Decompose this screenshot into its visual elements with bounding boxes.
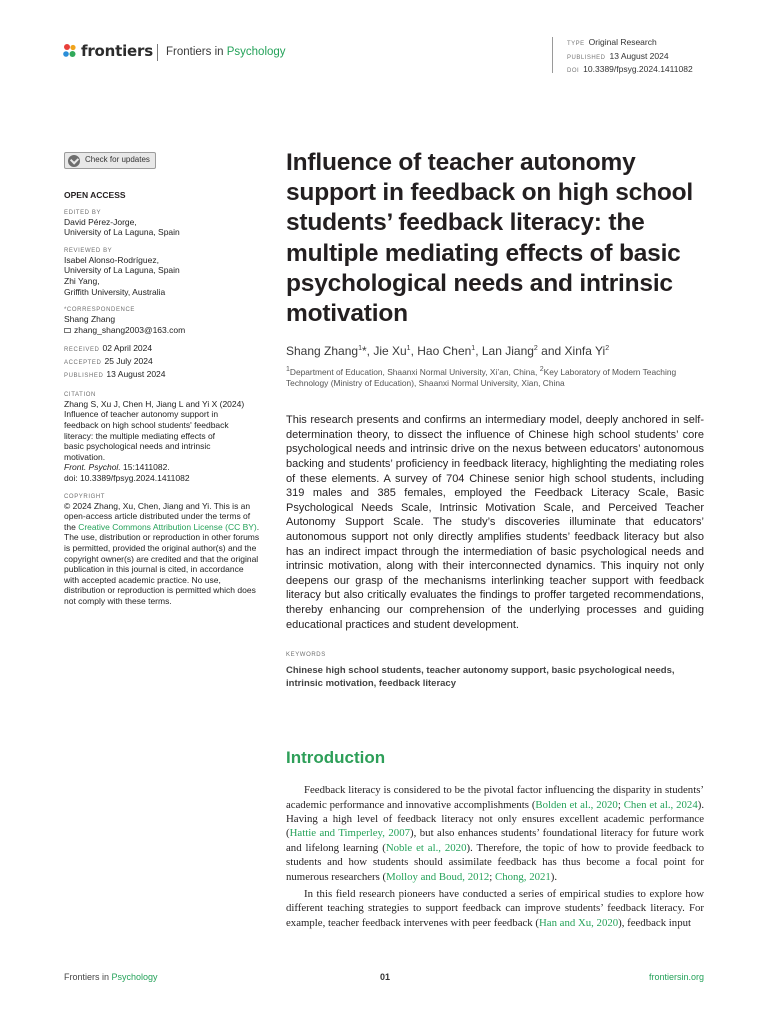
introduction-paragraph-2: In this field research pioneers have conducted a series of empirical studies to explore how different teaching strategies to support feedback can improve students’ feedback literacy. For example, teacher feedback intervenes with peer feedback (Han and Xu, 2020), feedback input — [286, 887, 704, 929]
correspondence-info — [64, 314, 260, 335]
footer-site-link[interactable]: frontiersin.org — [648, 972, 704, 982]
frontiers-logo[interactable] — [62, 42, 153, 60]
author-name[interactable]: Xinfa Yi — [564, 344, 606, 359]
reference-link[interactable]: Chen et al., 2024 — [623, 798, 698, 811]
article-dates — [64, 343, 260, 381]
reference-link[interactable]: Hattie and Timperley, 2007 — [289, 827, 410, 840]
page-header — [62, 37, 712, 76]
author-affiliation-marker: 2 — [533, 345, 538, 353]
citation-label: CITATION — [64, 391, 96, 398]
journal-prefix: Frontiers in — [166, 46, 224, 58]
introduction-paragraph-1: Feedback literacy is considered to be the pivotal factor influencing the disparity in students’ academic performance and innovative accomplishments (Bolden et al., 2020; Chen et al., 2024). Having a high level of feedback literacy not only ensures excellent academic performance (Hattie and Timperley, 2007), but also enhances students’ foundational literacy for future work and lifelong learning (Noble et al., 2020). Therefore, the topic of how to provide feedback to students and how students should assimilate feedback has thus become a focal point for numerous researchers (Molloy and Boud, 2012; Chong, 2021). — [286, 784, 705, 883]
date-received: RECEIVED 02 April 2024 — [64, 343, 153, 354]
edited-by-label: EDITED BY — [64, 209, 102, 216]
author-name[interactable]: Lan Jiang — [481, 344, 534, 359]
reference-link[interactable]: Bolden et al., 2020 — [535, 798, 618, 811]
citation-text: Zhang S, Xu J, Chen H, Jiang L and Yi X (2024) Influence of teacher autonomy support in feedback on high school students' feedback literacy: the multiple mediating effects of basic psychological needs and intrinsic motivation. Front. Psychol. 15:1411082. doi: 10.3389/fpsyg.2024.1411082 — [64, 399, 260, 484]
open-access-label: OPEN ACCESS — [64, 190, 126, 201]
mail-icon — [64, 328, 71, 333]
correspondence-name: Shang Zhang — [64, 314, 116, 325]
copyright-text: © 2024 Zhang, Xu, Chen, Jiang and Yi. This is an open-access article distributed under the terms of the Creative Commons Attribution License (CC BY). The use, distribution or reproduction in other forums is permitted, provided the original author(s) and the copyright owner(s) are credited and that the original publication in this journal is cited, in accordance with accepted academic practice. No use, distribution or reproduction is permitted which does not comply with these terms. — [64, 500, 260, 606]
cc-by-license-link[interactable]: Creative Commons Attribution License (CC BY) — [78, 521, 257, 532]
article-meta — [552, 37, 693, 73]
check-for-updates-label: Check for updates — [85, 155, 150, 165]
keywords-label: KEYWORDS — [286, 652, 326, 659]
meta-type: TYPE Original Research — [567, 37, 657, 47]
correspondence-email[interactable]: zhang_shang2003@163.com — [64, 325, 260, 336]
affiliations: $^1$Department of Education, Shaanxi Normal University, Xi’an, China, $^2$Key Laboratory of Modern Teaching Technology (Ministry of Education), Shaanxi Normal University, Xian, China — [286, 366, 677, 388]
reference-link[interactable]: Molloy and Boud, 2012 — [386, 870, 490, 883]
editor-info: David Pérez-Jorge, University of La Laguna, Spain — [64, 216, 180, 238]
article-title: Influence of teacher autonomy support in feedback on high school students’ feedback literacy: the multiple mediating effects of basic psychological needs and intrinsic motivation — [286, 149, 693, 328]
author-affiliation-marker: 1 — [471, 345, 476, 353]
frontiers-logo-icon — [62, 43, 78, 59]
header-divider — [157, 44, 158, 61]
reviewer-info: Isabel Alonso-Rodríguez, University of La Laguna, Spain Zhi Yang, Griffith University, Australia — [64, 254, 180, 297]
author-name[interactable]: Shang Zhang — [286, 344, 359, 359]
author-name[interactable]: Hao Chen — [417, 344, 472, 359]
date-accepted: ACCEPTED 25 July 2024 — [64, 356, 153, 367]
author-affiliation-marker: 2 — [605, 345, 610, 353]
check-for-updates-button[interactable] — [64, 152, 156, 169]
date-published: PUBLISHED 13 August 2024 — [64, 369, 166, 380]
logo-wordmark: frontiers — [81, 42, 153, 60]
section-heading-introduction: Introduction — [286, 748, 386, 768]
citation-doi[interactable]: doi: 10.3389/fpsyg.2024.1411082 — [64, 472, 190, 483]
article-sidebar — [64, 152, 260, 607]
meta-doi[interactable]: DOI 10.3389/fpsyg.2024.1411082 — [567, 64, 693, 74]
reviewed-by-label: REVIEWED BY — [64, 247, 113, 254]
correspondence-label: *CORRESPONDENCE — [64, 307, 136, 314]
meta-published: PUBLISHED 13 August 2024 — [567, 50, 669, 61]
journal-name[interactable] — [166, 46, 286, 58]
reference-link[interactable]: Noble et al., 2020 — [385, 841, 467, 854]
author-affiliation-marker: 1 — [406, 345, 411, 353]
author-list: Shang Zhang$^1$*, Jie Xu$^1$, Hao Chen$^1$, Lan Jiang$^2$ and Xinfa Yi$^2$ — [286, 344, 610, 359]
reference-link[interactable]: Han and Xu, 2020 — [538, 916, 619, 929]
footer-journal-name[interactable]: Frontiers in Psychology — [64, 972, 158, 982]
reference-link[interactable]: Chong, 2021 — [495, 870, 551, 883]
introduction-body — [286, 783, 704, 930]
copyright-label: COPYRIGHT — [64, 493, 106, 500]
check-icon — [68, 155, 80, 167]
article-main — [286, 148, 704, 930]
author-affiliation-marker: 1 — [358, 345, 362, 353]
keywords: Chinese high school students, teacher autonomy support, basic psychological needs, intrinsic motivation, feedback literacy — [286, 665, 675, 690]
abstract: This research presents and confirms an intermediary model, deeply anchored in self-determination theory, to dissect the influence of Chinese high school students’ core psychological needs and intrinsic drive on the nexus between educators’ autonomous backing and students’ proficiency in feedback literacy, highlighting the mediating roles of these elements. A survey of 704 Chinese senior high school students, including 319 males and 385 females, employed the Feedback Literacy Scale, Basic Psychological Needs Scale, Intrinsic Motivation Scale, and Perceived Teacher Autonomy Support Scale. The study’s discoveries illuminate that educators’ autonomous support not only directly amplifies students’ feedback literacy but also has an indirect impact through the intermediation of basic psychological needs and intrinsic motivation, along with their interconnected dynamics. This inquiry not only deepens our grasp of the mechanisms interlinking teacher support with feedback literacy but also critically evaluates the findings to proffer targeted recommendations, thereby enhancing our comprehension of the underlying processes and guiding educational practices and student development. — [286, 414, 704, 631]
journal-accent: Psychology — [226, 46, 286, 58]
page-number: 01 — [380, 972, 391, 982]
author-name[interactable]: Jie Xu — [373, 344, 407, 359]
